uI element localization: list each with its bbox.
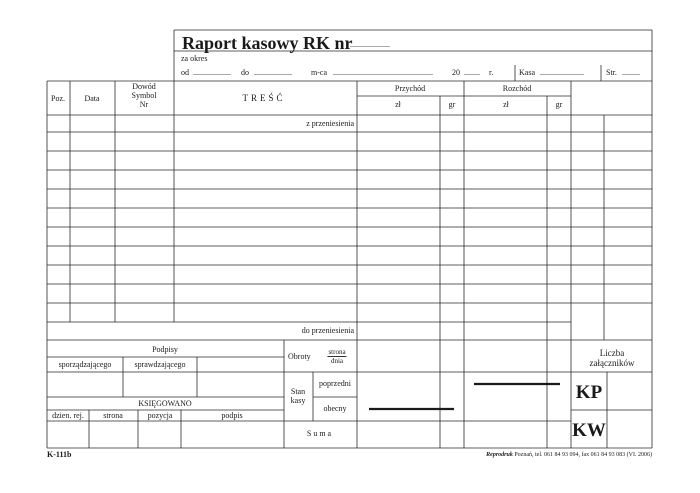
dzien-rej-label: dzien. rej. <box>52 411 84 420</box>
kasa-field[interactable]: ...................... <box>540 68 584 77</box>
col-dowod <box>132 82 157 109</box>
col-rozchod-gr: gr <box>555 100 563 109</box>
str-field[interactable]: ......... <box>622 68 640 77</box>
sporzadzajacego-label: sporządzającego <box>58 360 112 369</box>
col-data: Data <box>84 94 100 103</box>
ksiegowano-label: KSIĘGOWANO <box>138 399 192 408</box>
report-title: Raport kasowy RK nr <box>182 33 353 53</box>
liczba-zalacznikow-label <box>590 348 635 368</box>
year-label: 20 <box>452 68 460 77</box>
form-code: K-111b <box>47 450 72 459</box>
stan-label: Stan <box>290 387 306 396</box>
col-rozchod: Rozchód <box>502 84 532 93</box>
od-label: od <box>181 68 189 77</box>
printer-contact: Poznań, tel. 061 84 93 094, fax 061 84 93 083 (VI. 2006) <box>514 452 652 458</box>
year-field[interactable]: ........ <box>464 68 480 77</box>
podpisy-label: Podpisy <box>152 345 178 354</box>
kasa-label: Kasa <box>519 68 535 77</box>
col-dowod-label: Dowód <box>132 82 156 91</box>
poprzedni-label: poprzedni <box>319 379 351 388</box>
printer-brand: Reprodruk <box>486 452 513 458</box>
kp-label: KP <box>575 382 603 403</box>
sprawdzajacego-label: sprawdzającego <box>134 360 186 369</box>
str-label: Str. <box>606 68 617 77</box>
printer-info <box>486 452 652 458</box>
zalacznikow-label: załączników <box>589 358 635 368</box>
obecny-label: obecny <box>323 404 347 413</box>
kasy-label: kasy <box>290 396 306 405</box>
mca-field[interactable]: .................................................. <box>333 68 433 77</box>
suma-label: Suma <box>306 429 334 438</box>
pozycja-label: pozycja <box>147 411 173 420</box>
stan-kasy-label <box>291 387 306 405</box>
col-przychod-zl: zł <box>395 100 401 109</box>
col-przychod: Przychód <box>394 84 426 93</box>
kw-label: KW <box>572 420 606 441</box>
do-field[interactable]: ................... <box>254 68 292 77</box>
col-przychod-gr: gr <box>448 100 456 109</box>
obroty-fraction <box>327 348 346 365</box>
liczba-label: Liczba <box>599 348 625 358</box>
obroty-label: Obroty <box>288 352 311 361</box>
col-tresc: TREŚĆ <box>242 93 286 103</box>
obroty-dnia: dnia <box>330 357 344 365</box>
za-okres-label: za okres <box>181 54 208 63</box>
r-label: r. <box>489 68 494 77</box>
col-rozchod-zl: zł <box>503 100 509 109</box>
do-label: do <box>241 68 249 77</box>
od-field[interactable]: ................... <box>193 68 231 77</box>
report-number-field[interactable]: .................... <box>350 40 390 49</box>
podpis-label: podpis <box>221 411 243 420</box>
obroty-strona: strona <box>328 348 346 356</box>
col-symbol-label: Symbol <box>131 91 157 100</box>
z-przeniesienia-label: z przeniesienia <box>306 119 354 128</box>
do-przeniesienia-label: do przeniesienia <box>301 326 354 335</box>
mca-label: m-ca <box>311 68 327 77</box>
col-poz: Poz. <box>51 94 65 103</box>
strona-label: strona <box>103 411 123 420</box>
col-nr-label: Nr <box>139 100 149 109</box>
